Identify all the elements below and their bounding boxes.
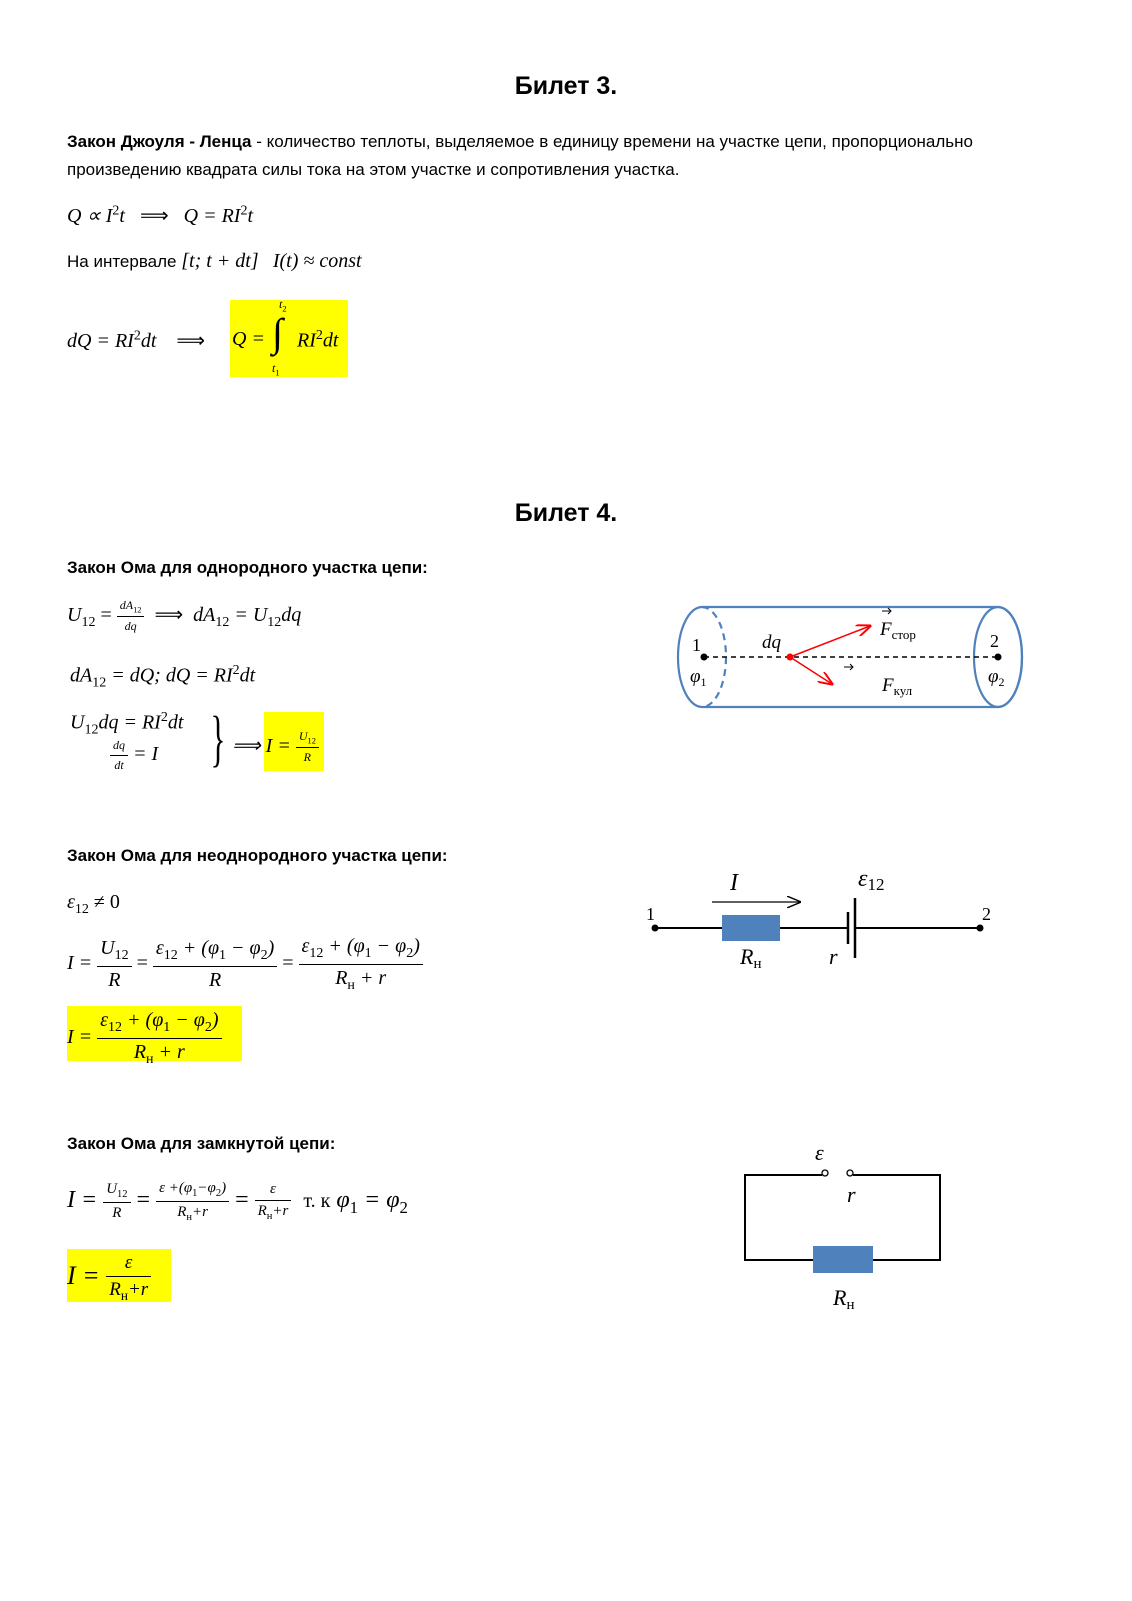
- f-kul-arrow: [790, 657, 832, 684]
- ohm-inhomog-result: I = $\varepsilon_{12} + (\varphi_1 - \varphi_2)$ $R_н + r$: [67, 1009, 222, 1068]
- inhomog-chain: I = $\frac{U_{12}}{R}$ = $\frac{\varepsilon_{12} + (\varphi_1 - \varphi_2)}{R}$ = $\varepsilon_{12} + (\varphi_1 - \varphi_2)$ $R_н + r$: [67, 935, 423, 994]
- label-rn: Rн: [740, 944, 762, 972]
- ohm-homog-result: ⟹ I = $\frac{U_{12}}{R}$: [232, 729, 319, 765]
- vector-mark-f-kul: [844, 664, 853, 670]
- closed-heading: Закон Ома для замкнутой цепи:: [67, 1134, 336, 1153]
- joule-lenz-proportionality: $Q \propto I^2t$ ⟹ $Q = RI^2t$: [67, 203, 254, 227]
- joule-lenz-law-text: - количество теплоты, выделяемое в единицу времени на участке цепи, пропорционально произведению квадрата силы тока на этом участке и сопротивления участка.: [67, 132, 973, 179]
- joule-lenz-definition: [67, 128, 1067, 184]
- homog-system-line1: $U_{12}dq = RI^2dt$: [70, 710, 184, 738]
- label-point-2: 2: [990, 631, 999, 651]
- closed-circuit-diagram: [735, 1140, 955, 1320]
- homog-eq1: $U_{12}$ = $\frac{dA_{12}}{dq}$ ⟹ $dA_{12} = U_{12}dq$: [67, 598, 302, 634]
- implies-arrow: ⟹: [139, 205, 169, 227]
- resistor-rn: [813, 1246, 873, 1273]
- homog-system-line2: $\frac{dq}{dt}$ = I: [110, 738, 158, 773]
- eq-prop-t: t: [119, 205, 125, 227]
- f-stor-arrow: [790, 626, 870, 657]
- label-emf: ε12: [858, 866, 885, 894]
- inhomog-heading: Закон Ома для неоднородного участка цепи:: [67, 846, 448, 865]
- resistor-rn: [722, 915, 780, 941]
- eq-dq-dt: dt: [140, 330, 157, 352]
- label-dq: dq: [762, 632, 781, 653]
- integral-upper-limit: $t_2$: [279, 297, 287, 314]
- label-r: r: [829, 944, 838, 969]
- label-rn: Rн: [833, 1285, 855, 1313]
- eq-prop: Q ∝ I: [67, 205, 113, 227]
- label-phi2: $\varphi_2$: [988, 666, 1005, 689]
- label-point-2: 2: [982, 904, 991, 924]
- label-f-kul: $F_{кул}$: [882, 675, 913, 698]
- integral-lower-limit: $t_1$: [272, 361, 280, 378]
- label-f-stor: $F_{стор}$: [880, 619, 916, 642]
- eq-q: Q = RI: [183, 205, 241, 227]
- cylinder-left-front: [678, 607, 702, 707]
- homog-eq2: $dA_{12}$ = dQ; dQ = $RI^2dt$: [70, 663, 256, 691]
- closed-chain: I = $\frac{U_{12}}{R}$ = $\varepsilon +(\varphi_1-\varphi_2)$ $R_н+r$ = ε $R_н+r$ т. к $\varphi_1 = \varphi_2$: [67, 1180, 408, 1223]
- homog-heading: Закон Ома для однородного участка цепи:: [67, 558, 428, 577]
- label-point-1: 1: [692, 635, 701, 655]
- point-2-dot: [995, 654, 1002, 661]
- eq-dq-lhs: dQ = RI: [67, 330, 134, 352]
- ticket4-title: Билет 4.: [514, 499, 618, 527]
- ticket3-title: Билет 3.: [514, 72, 618, 100]
- interval-condition: I(t) ≈ const: [272, 250, 362, 272]
- ohm-closed-result: I = ε $R_н+r$: [67, 1252, 151, 1304]
- label-point-1: 1: [646, 904, 655, 924]
- system-brace: }: [210, 705, 226, 773]
- label-emf: ε: [815, 1140, 824, 1165]
- eq-dq: dQ = $RI^2dt$ ⟹: [67, 328, 206, 352]
- terminal-right: [847, 1170, 853, 1176]
- interval-value: [t; t + dt]: [181, 250, 259, 272]
- interval-label: На интервале: [67, 252, 177, 271]
- inhomog-circuit-diagram: [640, 860, 1000, 980]
- label-phi1: $\varphi_1$: [690, 666, 707, 689]
- conductor-cylinder-diagram: [670, 595, 1030, 720]
- point-2-dot: [977, 925, 984, 932]
- implies-arrow-2: ⟹: [176, 330, 206, 352]
- point-1-dot: [701, 654, 708, 661]
- eq-int-q: Q =: [232, 328, 265, 350]
- joule-lenz-law-name: Закон Джоуля - Ленца: [67, 132, 252, 151]
- point-1-dot: [652, 925, 659, 932]
- integral-expression: $RI^2dt$: [297, 328, 339, 352]
- interval-line: [67, 250, 362, 273]
- eq-q-t: t: [247, 205, 254, 227]
- integral-sign: ∫: [272, 310, 283, 355]
- terminal-left: [822, 1170, 828, 1176]
- inhomog-eps-condition: $\varepsilon_{12} \ne 0$: [67, 891, 120, 917]
- label-r: r: [847, 1182, 856, 1207]
- vector-mark-f-stor: [882, 608, 891, 614]
- label-current: I: [730, 870, 738, 896]
